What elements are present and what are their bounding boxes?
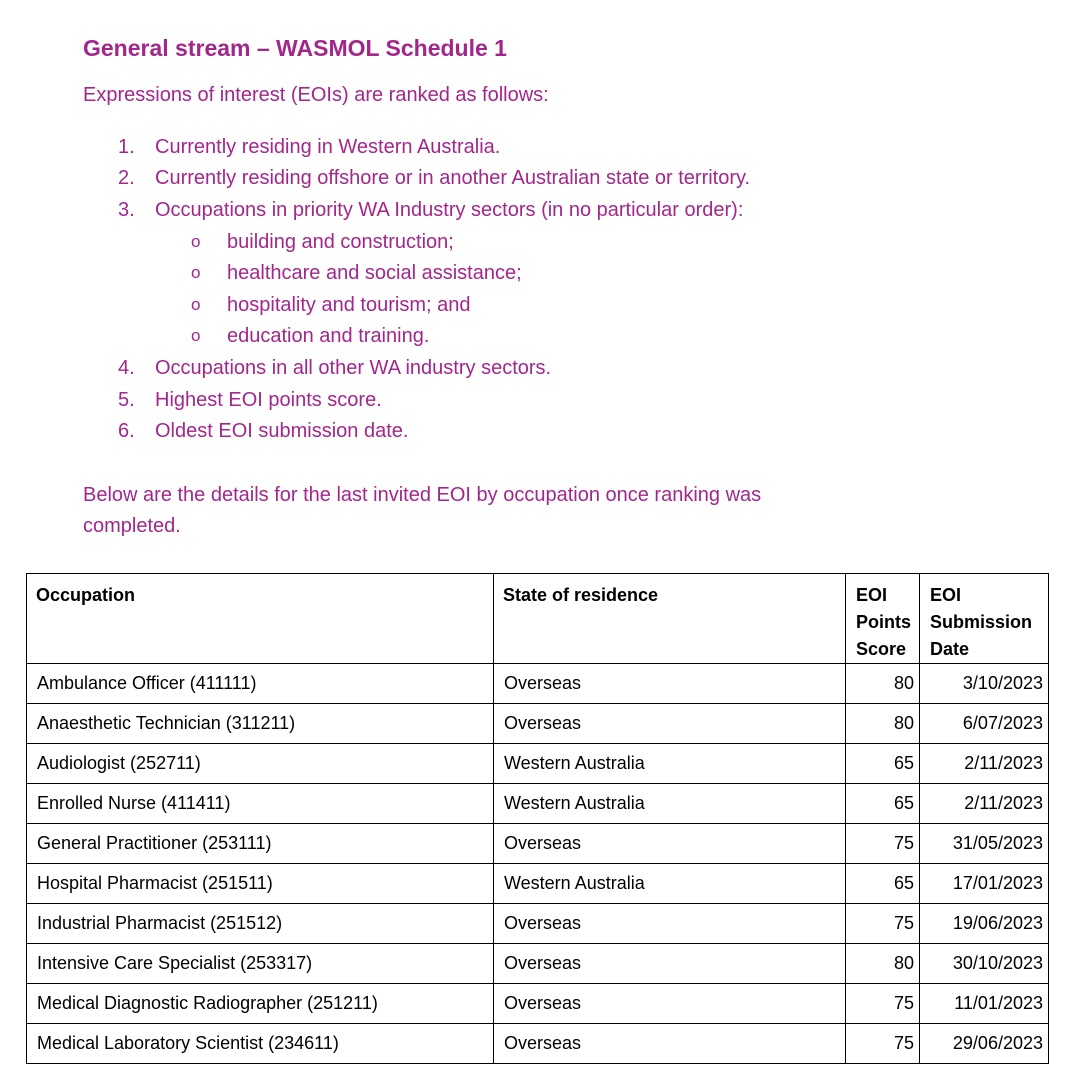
ranking-text: Currently residing in Western Australia. <box>155 136 501 158</box>
table-row <box>27 864 1049 904</box>
header-points: EOI Points Score <box>846 574 920 664</box>
cell-date: 17/01/2023 <box>920 864 1049 904</box>
cell-occupation: Hospital Pharmacist (251511) <box>27 864 494 904</box>
ranking-text: Occupations in all other WA industry sectors. <box>155 357 552 379</box>
cell-occupation: Anaesthetic Technician (311211) <box>27 704 494 744</box>
table-row <box>27 744 1049 784</box>
ranking-text: Occupations in priority WA Industry sectors (in no particular order): <box>155 199 744 221</box>
cell-state: Overseas <box>494 904 846 944</box>
cell-points: 80 <box>846 664 920 704</box>
cell-points: 65 <box>846 864 920 904</box>
cell-date: 11/01/2023 <box>920 984 1049 1024</box>
cell-state: Overseas <box>494 664 846 704</box>
cell-points: 65 <box>846 784 920 824</box>
cell-points: 65 <box>846 744 920 784</box>
cell-state: Overseas <box>494 944 846 984</box>
cell-state: Western Australia <box>494 784 846 824</box>
intro-text: Expressions of interest (EOIs) are ranked as follows: <box>83 84 549 106</box>
hollow-bullet-icon: o <box>191 263 201 282</box>
page-heading: General stream – WASMOL Schedule 1 <box>83 35 507 61</box>
header-state: State of residence <box>494 574 846 664</box>
cell-occupation: Medical Laboratory Scientist (234611) <box>27 1024 494 1064</box>
cell-points: 75 <box>846 984 920 1024</box>
table-row <box>27 944 1049 984</box>
cell-state: Overseas <box>494 984 846 1024</box>
ranking-number: 6. <box>118 420 135 442</box>
cell-occupation: General Practitioner (253111) <box>27 824 494 864</box>
cell-points: 75 <box>846 1024 920 1064</box>
cell-occupation: Ambulance Officer (411111) <box>27 664 494 704</box>
table-row <box>27 704 1049 744</box>
cell-date: 2/11/2023 <box>920 784 1049 824</box>
hollow-bullet-icon: o <box>191 326 201 345</box>
hollow-bullet-icon: o <box>191 232 201 251</box>
table-header-row <box>27 574 1049 664</box>
sector-text: hospitality and tourism; and <box>227 294 471 316</box>
ranking-text: Highest EOI points score. <box>155 389 382 411</box>
table-row <box>27 984 1049 1024</box>
cell-points: 80 <box>846 704 920 744</box>
cell-points: 75 <box>846 824 920 864</box>
table-row <box>27 1024 1049 1064</box>
ranking-text: Currently residing offshore or in another Australian state or territory. <box>155 167 751 189</box>
table-row <box>27 904 1049 944</box>
cell-date: 2/11/2023 <box>920 744 1049 784</box>
cell-date: 29/06/2023 <box>920 1024 1049 1064</box>
table-row <box>27 664 1049 704</box>
cell-date: 31/05/2023 <box>920 824 1049 864</box>
cell-state: Overseas <box>494 824 846 864</box>
sector-text: education and training. <box>227 325 430 347</box>
cell-state: Western Australia <box>494 744 846 784</box>
header-date: EOI Submission Date <box>920 574 1049 664</box>
ranking-number: 5. <box>118 389 135 411</box>
sector-text: healthcare and social assistance; <box>227 262 522 284</box>
ranking-text: Oldest EOI submission date. <box>155 420 409 442</box>
cell-state: Western Australia <box>494 864 846 904</box>
cell-points: 80 <box>846 944 920 984</box>
cell-points: 75 <box>846 904 920 944</box>
cell-date: 19/06/2023 <box>920 904 1049 944</box>
details-text: Below are the details for the last invited EOI by occupation once ranking was completed. <box>83 484 762 537</box>
ranking-number: 3. <box>118 199 135 221</box>
cell-state: Overseas <box>494 1024 846 1064</box>
table-row <box>27 784 1049 824</box>
ranking-number: 2. <box>118 167 135 189</box>
cell-occupation: Medical Diagnostic Radiographer (251211) <box>27 984 494 1024</box>
hollow-bullet-icon: o <box>191 295 201 314</box>
cell-occupation: Enrolled Nurse (411411) <box>27 784 494 824</box>
table-row <box>27 824 1049 864</box>
cell-date: 30/10/2023 <box>920 944 1049 984</box>
cell-date: 6/07/2023 <box>920 704 1049 744</box>
ranking-number: 4. <box>118 357 135 379</box>
cell-occupation: Audiologist (252711) <box>27 744 494 784</box>
eoi-table <box>26 573 1049 1064</box>
cell-state: Overseas <box>494 704 846 744</box>
sector-text: building and construction; <box>227 231 454 253</box>
cell-occupation: Industrial Pharmacist (251512) <box>27 904 494 944</box>
ranking-number: 1. <box>118 136 135 158</box>
cell-occupation: Intensive Care Specialist (253317) <box>27 944 494 984</box>
header-occupation: Occupation <box>27 574 494 664</box>
cell-date: 3/10/2023 <box>920 664 1049 704</box>
